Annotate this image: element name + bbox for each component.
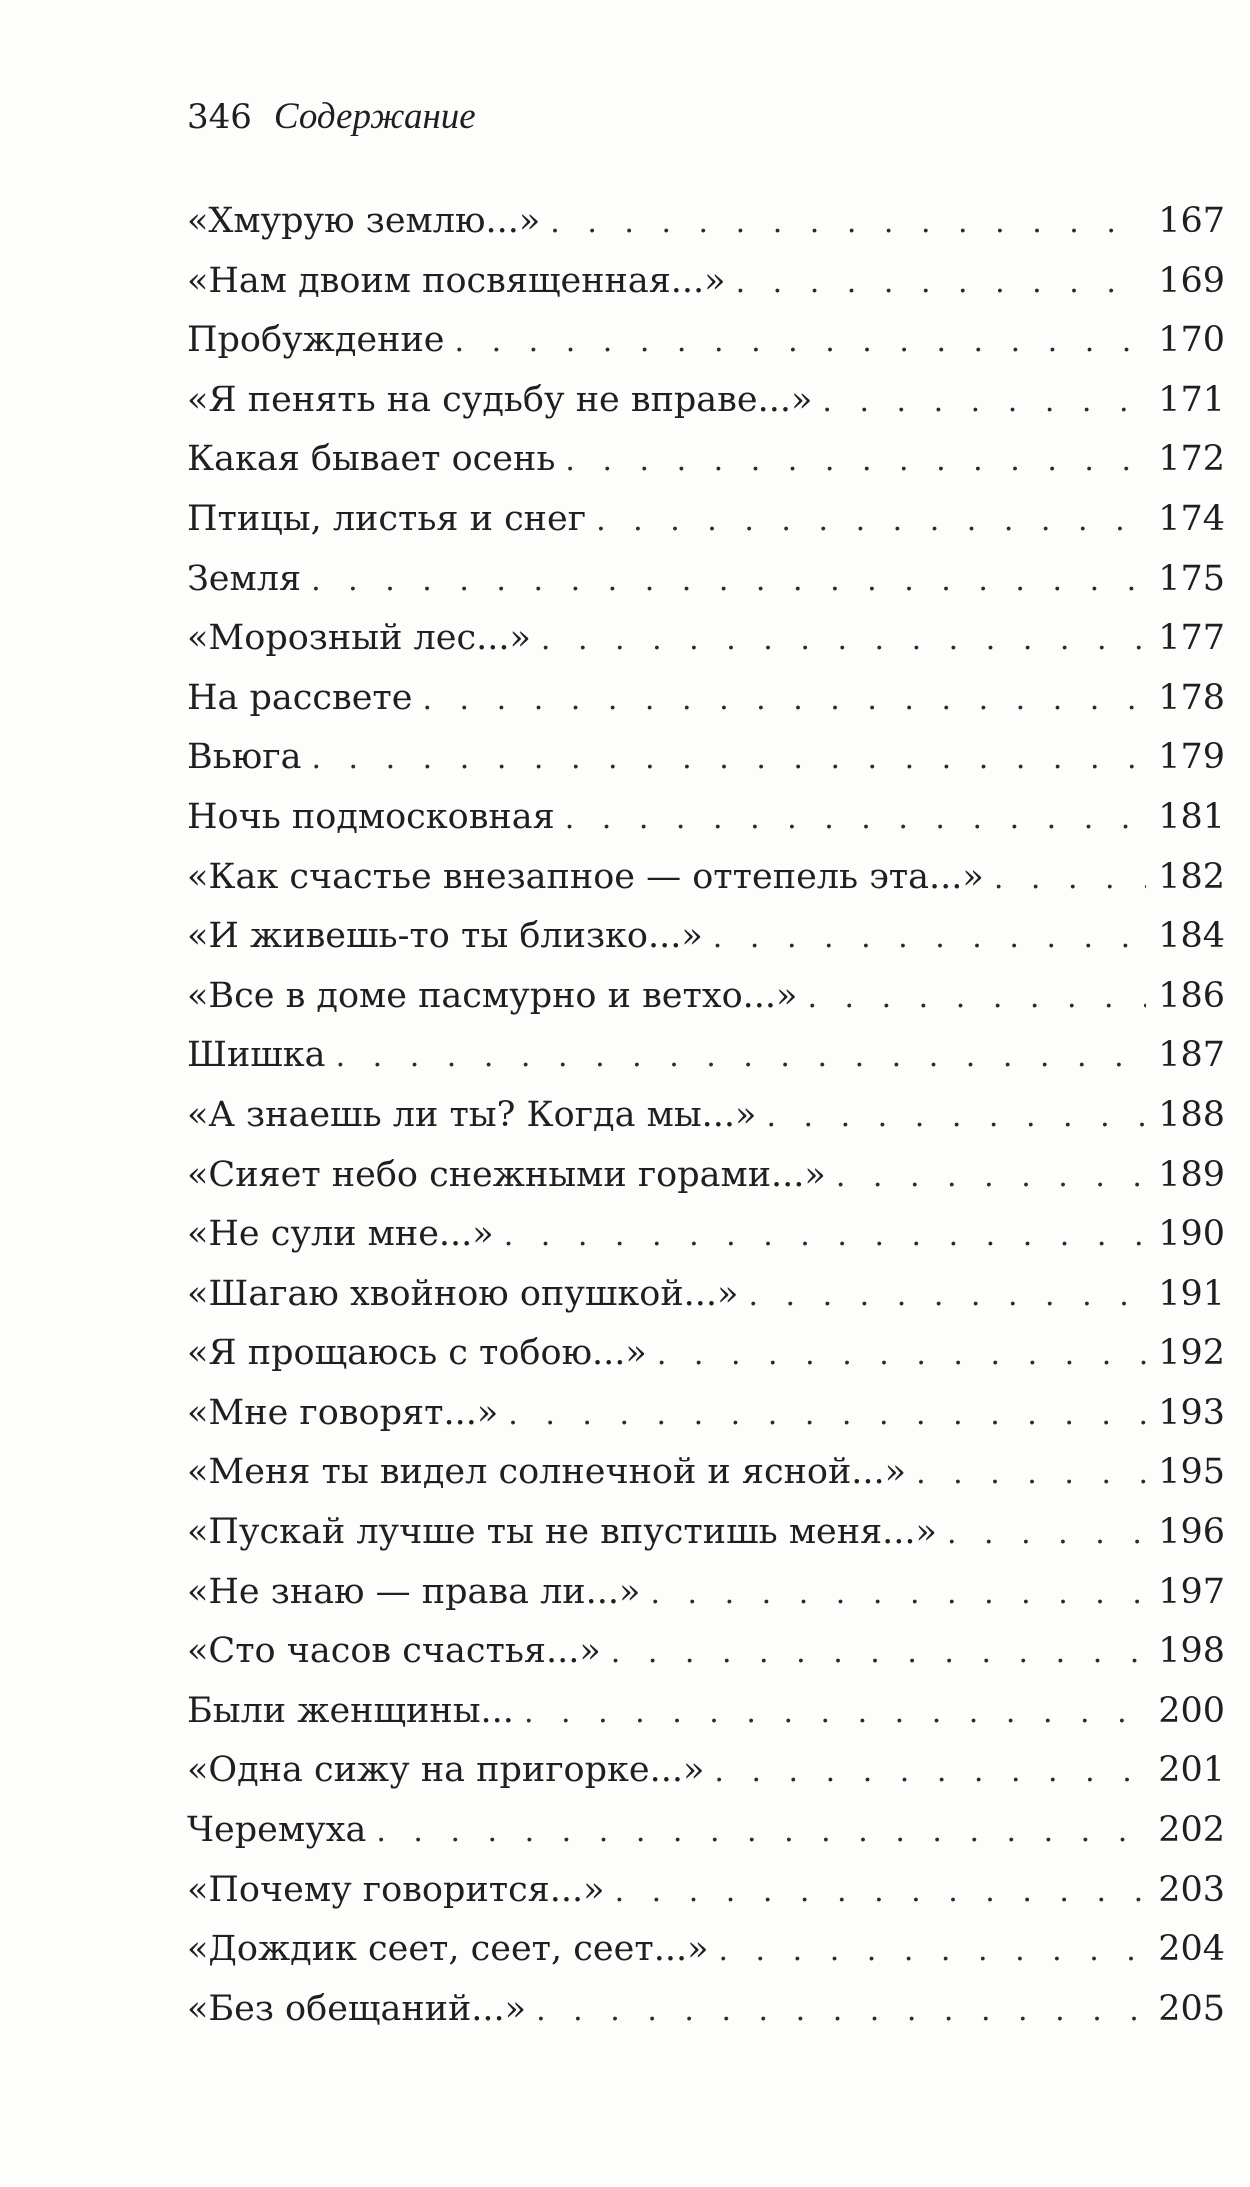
toc-entry	[187, 1146, 1225, 1206]
toc-dot-leader	[504, 1206, 1146, 1266]
toc-entry-title: Черемуха	[187, 1810, 367, 1851]
toc-dot-leader	[736, 253, 1147, 313]
toc-dot-leader	[422, 670, 1146, 730]
toc-entry-page: 170	[1158, 320, 1225, 361]
toc-entry-page: 197	[1158, 1571, 1225, 1612]
toc-dot-leader	[650, 1564, 1146, 1624]
toc-entry-title: «Морозный лес...»	[187, 618, 531, 659]
toc-entry-title: «Как счастье внезапное — оттепель эта...»	[187, 856, 984, 897]
toc-dot-leader	[994, 849, 1146, 909]
toc-entry	[187, 430, 1225, 490]
toc-entry-title: Земля	[187, 558, 302, 599]
toc-entry-title: «Я прощаюсь с тобою...»	[187, 1333, 647, 1374]
toc-entry-title: «Мне говорят...»	[187, 1392, 499, 1433]
toc-entry-page: 190	[1158, 1214, 1225, 1255]
toc-entry-title: «Дождик сеет, сеет, сеет...»	[187, 1929, 709, 1970]
toc-entry-page: 192	[1158, 1333, 1225, 1374]
toc-entry-page: 169	[1158, 260, 1225, 301]
toc-dot-leader	[713, 908, 1146, 968]
section-title: Содержание	[273, 96, 476, 137]
toc-entry-page: 187	[1158, 1035, 1225, 1076]
toc-entry	[187, 1801, 1225, 1861]
toc-dot-leader	[714, 1742, 1146, 1802]
toc-entry-title: «Сияет небо снежными горами...»	[187, 1154, 826, 1195]
table-of-contents	[187, 192, 1225, 2039]
toc-entry-title: «Шагаю хвойною опушкой...»	[187, 1273, 739, 1314]
toc-dot-leader	[311, 551, 1146, 611]
toc-entry-page: 177	[1158, 618, 1225, 659]
toc-entry-title: «Все в доме пасмурно и ветхо...»	[187, 975, 798, 1016]
toc-entry	[187, 1384, 1225, 1444]
toc-entry	[187, 1861, 1225, 1921]
toc-dot-leader	[455, 312, 1147, 372]
toc-dot-leader	[615, 1862, 1147, 1922]
toc-entry-page: 198	[1158, 1631, 1225, 1672]
toc-dot-leader	[336, 1027, 1147, 1087]
toc-dot-leader	[748, 1266, 1146, 1326]
toc-dot-leader	[807, 968, 1146, 1028]
toc-dot-leader	[916, 1444, 1146, 1504]
toc-entry-title: «Не сули мне...»	[187, 1214, 494, 1255]
toc-entry-page: 200	[1158, 1690, 1225, 1731]
toc-entry-title: «Хмурую землю...»	[187, 201, 541, 241]
toc-entry	[187, 550, 1225, 610]
toc-entry-title: Были женщины...	[187, 1690, 514, 1731]
toc-entry-title: «А знаешь ли ты? Когда мы...»	[187, 1094, 757, 1135]
toc-dot-leader	[376, 1802, 1146, 1862]
toc-dot-leader	[311, 729, 1146, 789]
toc-entry-title: «Меня ты видел солнечной и ясной...»	[187, 1452, 907, 1493]
toc-entry	[187, 1086, 1225, 1146]
toc-entry	[187, 1324, 1225, 1384]
toc-entry	[187, 1503, 1225, 1563]
toc-entry	[187, 1563, 1225, 1623]
toc-entry	[187, 609, 1225, 669]
toc-entry	[187, 1980, 1225, 2040]
toc-entry-title: Пробуждение	[187, 320, 445, 361]
toc-entry-title: «Я пенять на судьбу не вправе...»	[187, 379, 813, 420]
toc-entry-page: 195	[1158, 1452, 1225, 1493]
toc-entry-page: 167	[1158, 201, 1225, 241]
toc-entry-title: Вьюга	[187, 737, 302, 778]
toc-entry-page: 184	[1158, 916, 1225, 957]
toc-entry-title: На рассвете	[187, 677, 413, 718]
toc-entry-title: «Пускай лучше ты не впустишь меня...»	[187, 1512, 937, 1553]
toc-entry-page: 186	[1158, 975, 1225, 1016]
toc-dot-leader	[596, 491, 1146, 551]
toc-entry-page: 203	[1158, 1869, 1225, 1910]
toc-dot-leader	[565, 431, 1146, 491]
toc-entry-page: 196	[1158, 1512, 1225, 1553]
toc-entry-page: 175	[1158, 558, 1225, 599]
toc-entry-page: 181	[1158, 796, 1225, 837]
toc-entry	[187, 907, 1225, 967]
toc-dot-leader	[718, 1921, 1146, 1981]
toc-entry-page: 201	[1158, 1750, 1225, 1791]
toc-entry-page: 204	[1158, 1929, 1225, 1970]
toc-entry-page: 205	[1158, 1988, 1225, 2029]
toc-dot-leader	[766, 1087, 1146, 1147]
toc-entry-title: «И живешь-то ты близко...»	[187, 916, 703, 957]
toc-dot-leader	[565, 789, 1146, 849]
toc-entry	[187, 311, 1225, 371]
toc-dot-leader	[836, 1147, 1146, 1207]
toc-entry	[187, 788, 1225, 848]
running-head	[187, 92, 476, 142]
toc-entry-page: 182	[1158, 856, 1225, 897]
page-number: 346	[187, 97, 252, 137]
toc-entry-title: Ночь подмосковная	[187, 796, 555, 837]
toc-entry-title: Какая бывает осень	[187, 439, 556, 480]
toc-entry	[187, 728, 1225, 788]
toc-entry-page: 191	[1158, 1273, 1225, 1314]
toc-entry	[187, 1682, 1225, 1742]
toc-entry-page: 172	[1158, 439, 1225, 480]
toc-entry	[187, 1622, 1225, 1682]
toc-entry	[187, 1026, 1225, 1086]
toc-entry-page: 178	[1158, 677, 1225, 718]
toc-dot-leader	[536, 1981, 1146, 2041]
toc-dot-leader	[822, 372, 1146, 432]
toc-entry	[187, 371, 1225, 431]
toc-entry-title: «Одна сижу на пригорке...»	[187, 1750, 705, 1791]
toc-entry-page: 179	[1158, 737, 1225, 778]
toc-entry-page: 171	[1158, 379, 1225, 420]
toc-entry-title: «Сто часов счастья...»	[187, 1631, 601, 1672]
toc-entry-title: «Без обещаний...»	[187, 1988, 527, 2029]
toc-dot-leader	[611, 1623, 1146, 1683]
toc-dot-leader	[508, 1385, 1146, 1445]
toc-entry-page: 174	[1158, 498, 1225, 539]
toc-dot-leader	[947, 1504, 1146, 1564]
toc-entry	[187, 669, 1225, 729]
toc-entry	[187, 1265, 1225, 1325]
toc-dot-leader	[524, 1683, 1146, 1743]
toc-entry	[187, 967, 1225, 1027]
toc-entry	[187, 1443, 1225, 1503]
toc-entry-title: «Не знаю — права ли...»	[187, 1571, 641, 1612]
toc-entry	[187, 1205, 1225, 1265]
toc-entry-title: «Нам двоим посвященная...»	[187, 260, 726, 301]
toc-entry-page: 188	[1158, 1094, 1225, 1135]
toc-entry-page: 202	[1158, 1810, 1225, 1851]
toc-entry-title: «Почему говорится...»	[187, 1869, 605, 1910]
toc-entry	[187, 1920, 1225, 1980]
toc-entry-page: 189	[1158, 1154, 1225, 1195]
toc-entry	[187, 192, 1225, 252]
toc-entry	[187, 848, 1225, 908]
toc-entry	[187, 252, 1225, 312]
toc-dot-leader	[541, 610, 1146, 670]
toc-entry-title: Птицы, листья и снег	[187, 498, 587, 539]
toc-entry-title: Шишка	[187, 1035, 326, 1076]
toc-dot-leader	[657, 1325, 1146, 1385]
toc-entry-page: 193	[1158, 1392, 1225, 1433]
toc-entry	[187, 490, 1225, 550]
toc-entry	[187, 1741, 1225, 1801]
toc-dot-leader	[550, 193, 1146, 253]
